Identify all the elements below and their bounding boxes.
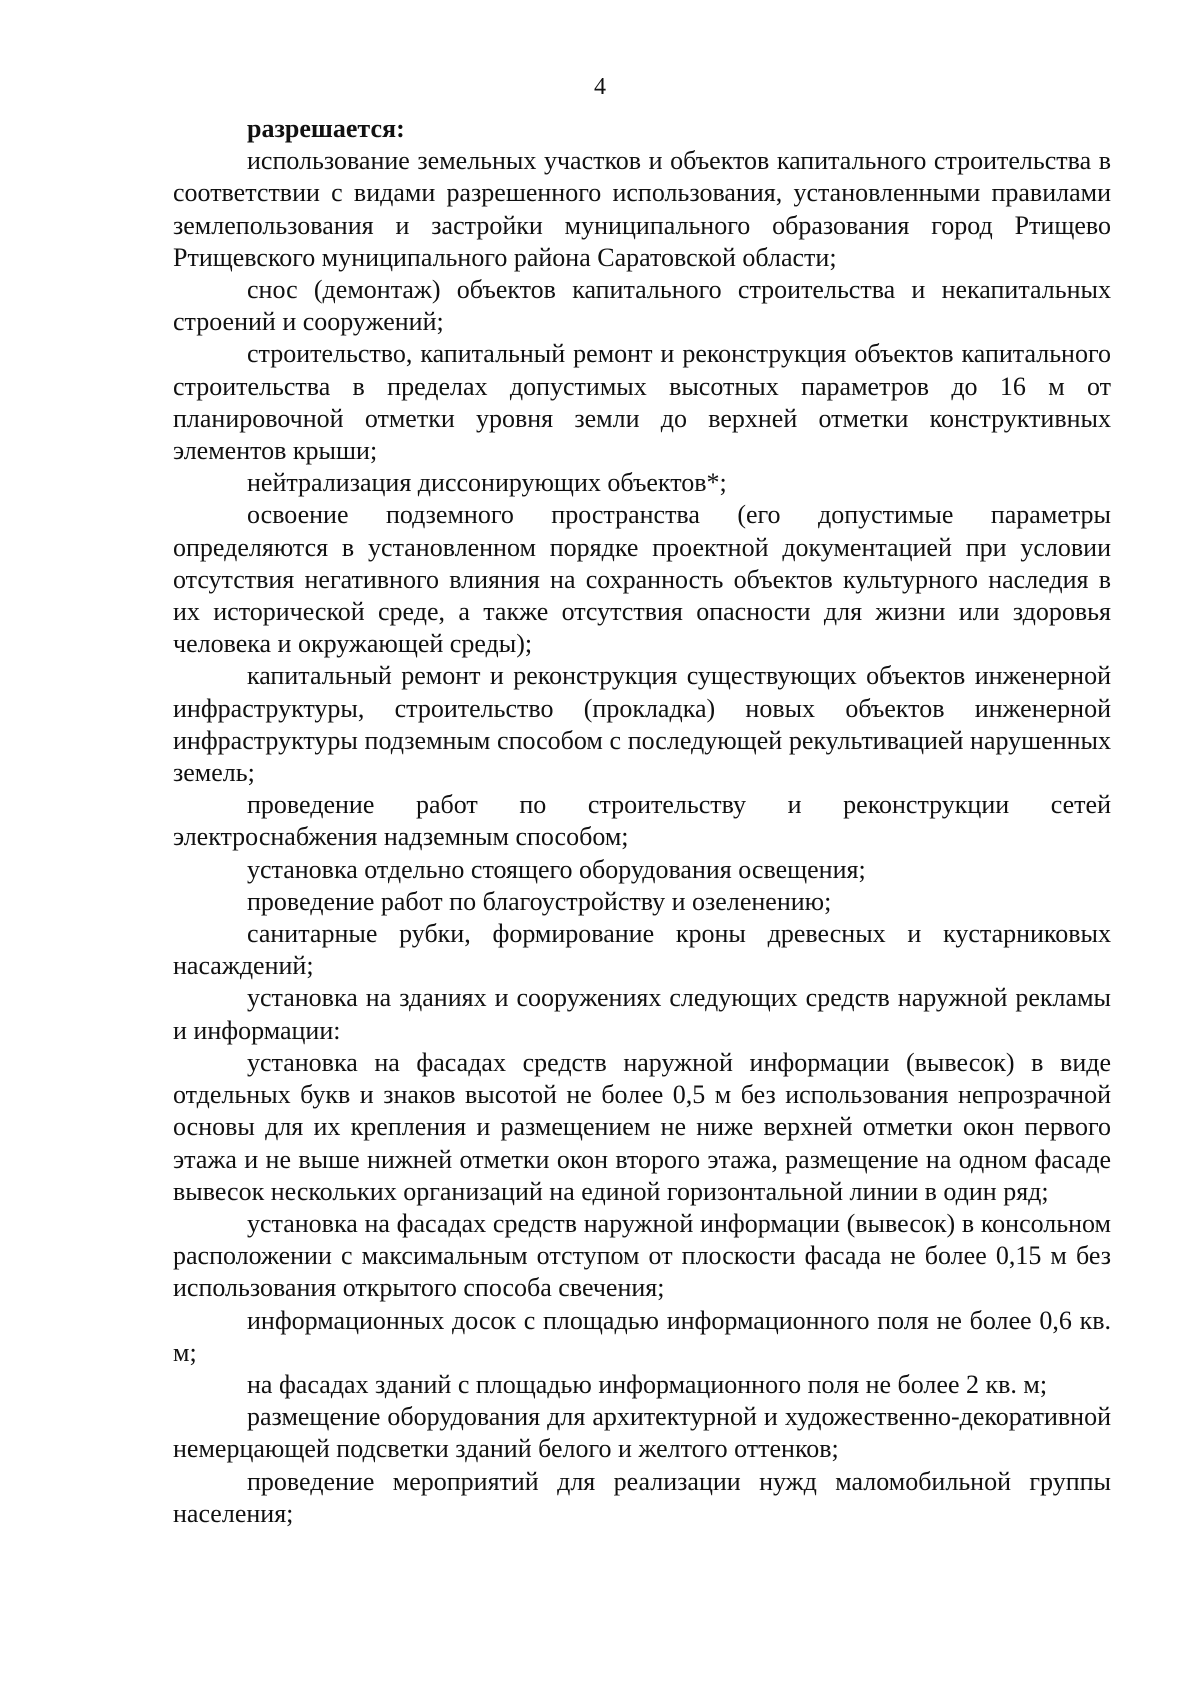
- paragraph: капитальный ремонт и реконструкция существующих объектов инженерной инфраструктуры, строительство (прокладка) новых объектов инженерной инфраструктуры подземным способом с последующей рекультивацией нарушенных земель;: [173, 661, 1111, 788]
- paragraph: снос (демонтаж) объектов капитального строительства и некапитальных строений и сооружений;: [173, 275, 1111, 337]
- paragraph: размещение оборудования для архитектурной и художественно-декоративной немерцающей подсветки зданий белого и желтого оттенков;: [173, 1402, 1111, 1464]
- paragraph: информационных досок с площадью информационного поля не более 0,6 кв. м;: [173, 1305, 1111, 1367]
- document-body: [173, 113, 1111, 1530]
- paragraph: освоение подземного пространства (его допустимые параметры определяются в установленном порядке проектной документацией при условии отсутствия негативного влияния на сохранность объектов культурного наследия в их исторической среде, а также отсутствия опасности для жизни или здоровья человека и окружающей среды);: [173, 500, 1111, 659]
- paragraph: строительство, капитальный ремонт и реконструкция объектов капитального строительства в пределах допустимых высотных параметров до 16 м от планировочной отметки уровня земли до верхней отметки конструктивных элементов крыши;: [173, 339, 1111, 466]
- paragraph: на фасадах зданий с площадью информационного поля не более 2 кв. м;: [247, 1369, 1048, 1399]
- page-number: 4: [594, 74, 606, 100]
- paragraph: использование земельных участков и объектов капитального строительства в соответствии с видами разрешенного использования, установленными правилами землепользования и застройки муниципального образования город Ртищево Ртищевского муниципального района Саратовской области;: [173, 146, 1111, 272]
- paragraph: проведение работ по благоустройству и озеленению;: [247, 886, 832, 916]
- paragraph: санитарные рубки, формирование кроны древесных и кустарниковых насаждений;: [173, 919, 1111, 981]
- paragraph: нейтрализация диссонирующих объектов*;: [247, 468, 727, 498]
- paragraph: установка на фасадах средств наружной информации (вывесок) в консольном расположении с максимальным отступом от плоскости фасада не более 0,15 м без использования открытого способа свечения;: [173, 1208, 1111, 1303]
- section-heading: разрешается:: [247, 114, 405, 143]
- paragraph: установка на зданиях и сооружениях следующих средств наружной рекламы и информации:: [173, 983, 1111, 1045]
- paragraph: установка на фасадах средств наружной информации (вывесок) в виде отдельных букв и знаков высотой не более 0,5 м без использования непрозрачной основы для их крепления и размещением не ниже верхней отметки окон первого этажа и не выше нижней отметки окон второго этажа, размещение на одном фасаде вывесок нескольких организаций на единой горизонтальной линии в один ряд;: [173, 1047, 1111, 1206]
- paragraph: установка отдельно стоящего оборудования освещения;: [247, 854, 866, 884]
- paragraph: проведение мероприятий для реализации нужд маломобильной группы населения;: [173, 1466, 1111, 1528]
- paragraph: проведение работ по строительству и реконструкции сетей электроснабжения надземным способом;: [173, 790, 1111, 852]
